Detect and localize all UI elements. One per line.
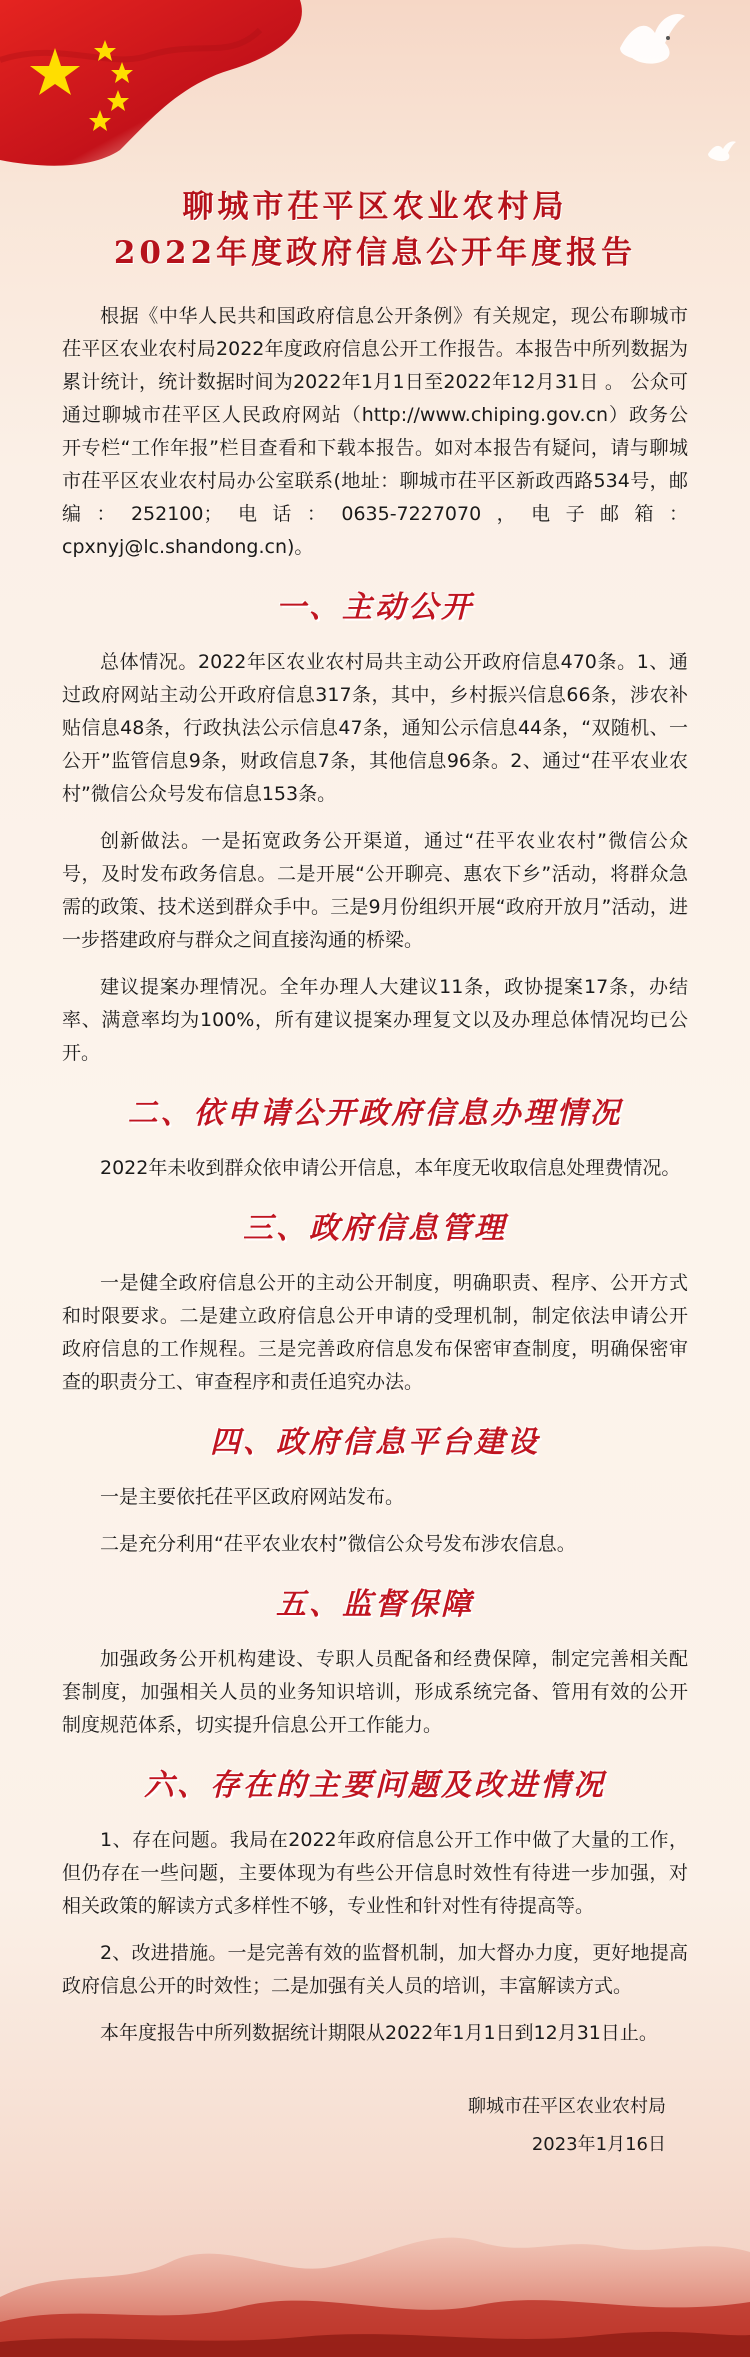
section-paragraph: 2、改进措施。一是完善有效的监督机制，加大督办力度，更好地提高政府信息公开的时效性；二是加强有关人员的培训，丰富解读方式。 (62, 1942, 688, 1997)
section-heading: 三、政府信息管理 (243, 1211, 507, 1246)
section-paragraph: 一是主要依托茌平区政府网站发布。 (100, 1486, 405, 1508)
section-paragraph: 一是健全政府信息公开的主动公开制度，明确职责、程序、公开方式和时限要求。二是建立政府信息公开申请的受理机制，制定依法申请公开政府信息的工作规程。三是完善政府信息发布保密审查制度，明确保密审查的职责分工、审查程序和责任追究办法。 (62, 1272, 688, 1393)
signature-date: 2023年1月16日 (531, 2134, 666, 2155)
section-paragraph: 创新做法。一是拓宽政务公开渠道，通过“茌平农业农村”微信公众号，及时发布政务信息。二是开展“公开聊亮、惠农下乡”活动，将群众急需的政策、技术送到群众手中。三是9月份组织开展“政府开放月”活动，进一步搭建政府与群众之间直接沟通的桥梁。 (62, 830, 688, 951)
signature-block (62, 2088, 688, 2164)
report-title: 2022年度政府信息公开年度报告 (113, 235, 637, 271)
section-heading: 五、监督保障 (276, 1587, 474, 1622)
signature-org: 聊城市茌平区农业农村局 (468, 2096, 666, 2117)
section-heading: 四、政府信息平台建设 (210, 1425, 540, 1460)
intro-paragraph: 根据《中华人民共和国政府信息公开条例》有关规定，现公布聊城市茌平区农业农村局2022年度政府信息公开工作报告。本报告中所列数据为累计统计，统计数据时间为2022年1月1日至2022年12月31日 。 公众可通过聊城市茌平区人民政府网站（http://www.chiping.gov.cn）政务公开专栏“工作年报”栏目查看和下载本报告。如对本报告有疑问，请与聊城市茌平区农业农村局办公室联系(地址：聊城市茌平区新政西路534号，邮编：252100；电话：0635-7227070，电子邮箱：cpxnyj@lc.shandong.cn)。 (62, 305, 688, 558)
section-heading: 一、主动公开 (276, 590, 474, 625)
section-paragraph: 加强政务公开机构建设、专职人员配备和经费保障，制定完善相关配套制度，加强相关人员的业务知识培训，形成系统完备、管用有效的公开制度规范体系，切实提升信息公开工作能力。 (62, 1648, 688, 1736)
section-paragraph: 建议提案办理情况。全年办理人大建议11条，政协提案17条，办结率、满意率均为100%，所有建议提案办理复文以及办理总体情况均已公开。 (62, 976, 688, 1064)
section-paragraph: 总体情况。2022年区农业农村局共主动公开政府信息470条。1、通过政府网站主动公开政府信息317条，其中，乡村振兴信息66条，涉农补贴信息48条，行政执法公示信息47条，通知公示信息44条，“双随机、一公开”监管信息9条，财政信息7条，其他信息96条。2、通过“茌平农业农村”微信公众号发布信息153条。 (62, 651, 688, 805)
agency-title: 聊城市茌平区农业农村局 (182, 189, 568, 225)
flag-decoration (0, 0, 330, 170)
report-header (0, 184, 750, 276)
great-wall-decoration (0, 2207, 750, 2357)
section-paragraph: 1、存在问题。我局在2022年政府信息公开工作中做了大量的工作，但仍存在一些问题，主要体现为有些公开信息时效性有待进一步加强，对相关政策的解读方式多样性不够，专业性和针对性有待提高等。 (62, 1829, 688, 1917)
report-body (62, 300, 688, 2164)
section-paragraph: 二是充分利用“茌平农业农村”微信公众号发布涉农信息。 (100, 1533, 576, 1555)
section-heading: 二、依申请公开政府信息办理情况 (127, 1096, 623, 1131)
section-paragraph: 2022年未收到群众依申请公开信息，本年度无收取信息处理费情况。 (100, 1157, 681, 1179)
dove-icon (610, 8, 690, 78)
dove-icon (704, 138, 738, 166)
section-heading: 六、存在的主要问题及改进情况 (144, 1768, 606, 1803)
section-paragraph: 本年度报告中所列数据统计期限从2022年1月1日到12月31日止。 (100, 2022, 658, 2044)
